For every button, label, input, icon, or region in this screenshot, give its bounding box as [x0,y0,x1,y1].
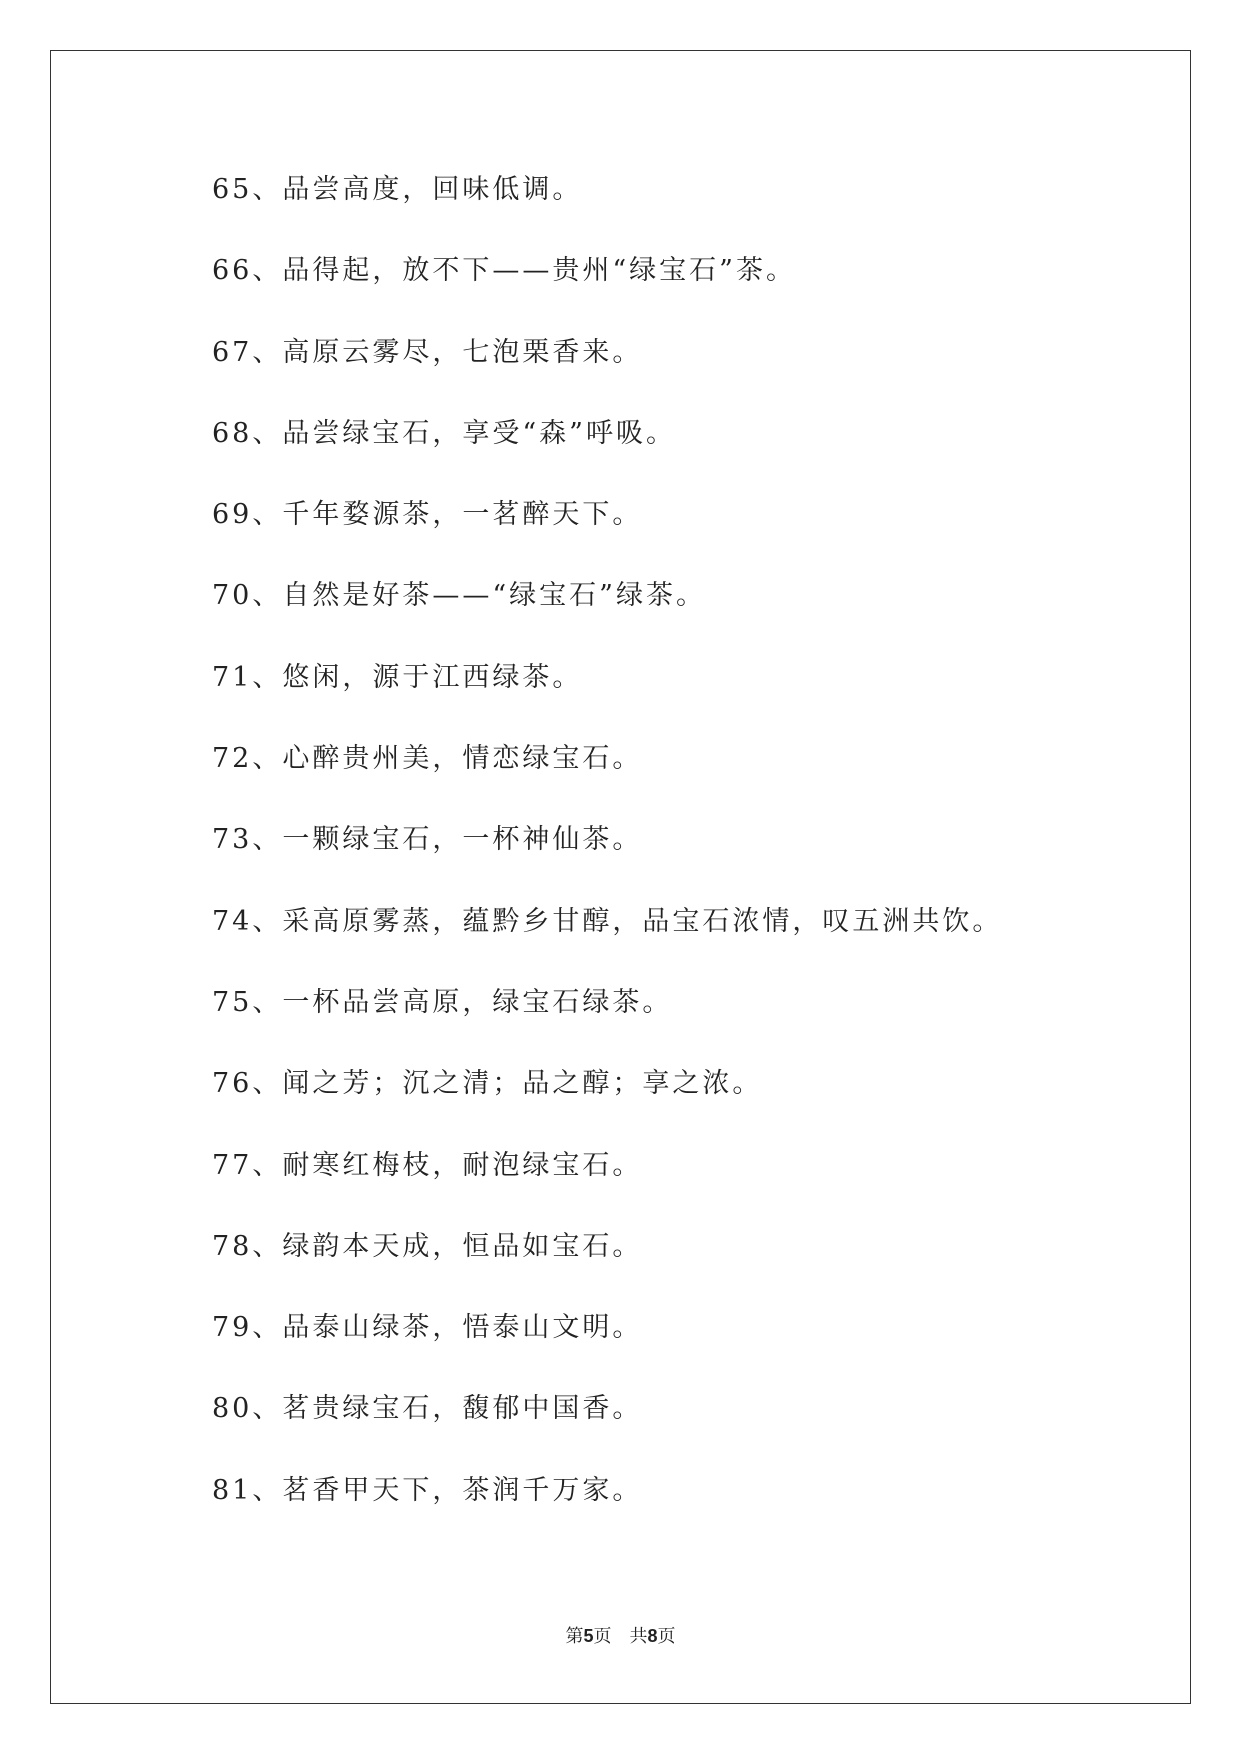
list-item: 78、绿韵本天成，恒品如宝石。 [212,1230,643,1262]
total-page-number: 8 [647,1626,658,1646]
page-unit: 页 [593,1626,612,1647]
list-item: 74、采高原雾蒸，蕴黔乡甘醇，品宝石浓情，叹五洲共饮。 [212,905,1003,937]
list-item: 69、千年婺源茶，一茗醉天下。 [212,499,643,531]
list-item: 65、品尝高度，回味低调。 [212,174,583,205]
list-item: 68、品尝绿宝石，享受“森”呼吸。 [212,417,676,449]
list-item: 72、心醉贵州美，情恋绿宝石。 [212,743,643,775]
total-prefix: 共 [629,1626,648,1647]
list-item: 80、茗贵绿宝石，馥郁中国香。 [212,1393,643,1425]
list-item: 67、高原云雾尽，七泡栗香来。 [212,336,643,368]
current-page-number: 5 [583,1626,594,1646]
page-prefix: 第 [565,1626,584,1647]
list-item: 76、闻之芳；沉之清；品之醇；享之浓。 [212,1068,763,1100]
list-item: 73、一颗绿宝石，一杯神仙茶。 [212,824,643,856]
list-item: 77、耐寒红梅枝，耐泡绿宝石。 [212,1149,643,1181]
list-item: 70、自然是好茶——“绿宝石”绿茶。 [212,580,706,612]
list-item: 79、品泰山绿茶，悟泰山文明。 [212,1312,643,1344]
page-footer [0,1622,1241,1648]
list-item: 75、一杯品尝高原，绿宝石绿茶。 [212,986,673,1018]
list-item: 71、悠闲，源于江西绿茶。 [212,661,583,693]
list-item: 66、品得起，放不下——贵州“绿宝石”茶。 [212,255,796,287]
total-unit: 页 [657,1626,676,1647]
slogan-list [212,170,1092,1552]
list-item: 81、茗香甲天下，茶润千万家。 [212,1474,643,1506]
